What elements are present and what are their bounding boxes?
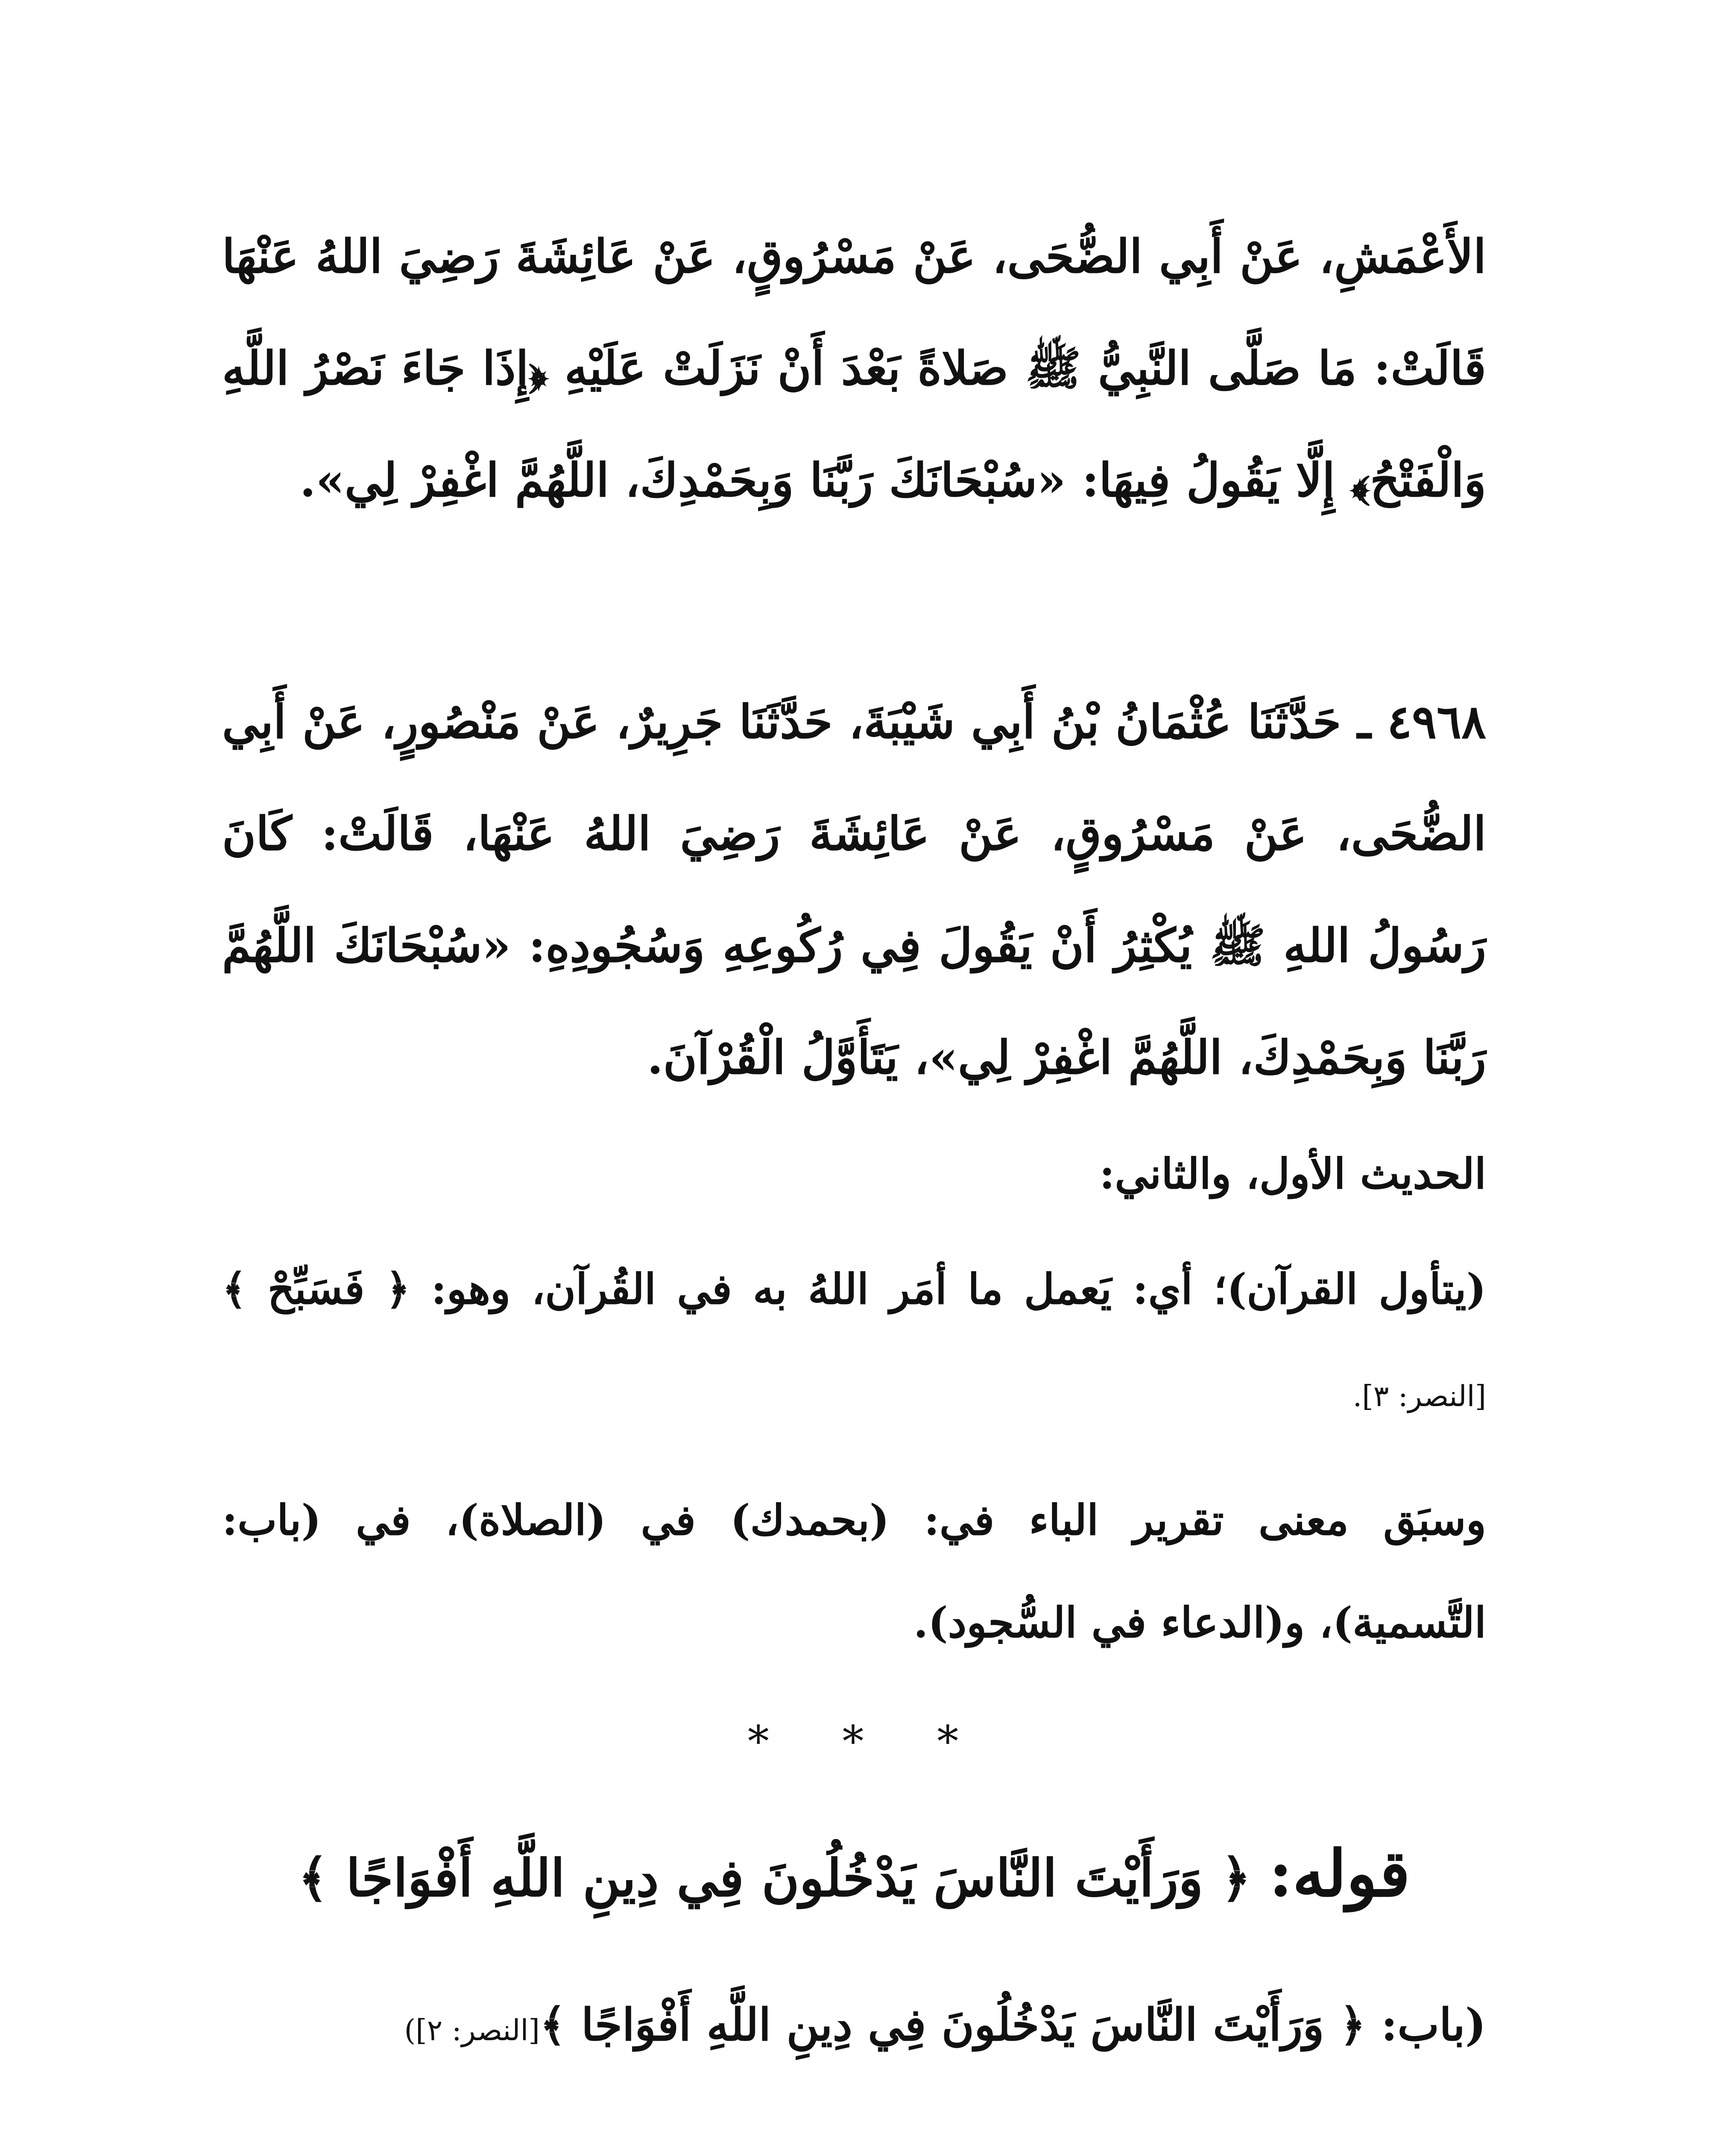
section-verse: ﴿ وَرَأَيْتَ النَّاسَ يَدْخُلُونَ فِي دِينِ اللَّهِ أَفْوَاجًا ﴾ [298,1848,1251,1908]
quran-reference: [النصر: ٢]) [404,2014,540,2047]
hadith-text: الأَعْمَشِ، عَنْ أَبِي الضُّحَى، عَنْ مَسْرُوقٍ، عَنْ عَائِشَةَ رَضِيَ اللهُ عَنْهَا قَالَتْ: مَا صَلَّى النَّبِيُّ ﷺ صَلاةً بَعْدَ أَنْ نَزَلَتْ عَلَيْهِ ﴿إِذَا جَاءَ نَصْرُ اللَّهِ وَالْفَتْحُ﴾ إِلَّا يَقُولُ فِيهَا: «سُبْحَانَكَ رَبَّنَا وَبِحَمْدِكَ، اللَّهُمَّ اغْفِرْ لِي». [222,230,1486,507]
section-keyword: قوله: [1269,1836,1410,1911]
commentary-paragraph-2: وسبَق معنى تقرير الباء في: (بحمدك) في (الصلاة)، في (باب: التَّسمية)، و(الدعاء في السُّجود). [222,1496,1486,1647]
section-title [222,1836,1486,1911]
hadith-text: ٤٩٦٨ ـ حَدَّثَنَا عُثْمَانُ بْنُ أَبِي شَيْبَةَ، حَدَّثَنَا جَرِيرٌ، عَنْ مَنْصُورٍ، عَنْ أَبِي الضُّحَى، عَنْ مَسْرُوقٍ، عَنْ عَائِشَةَ رَضِيَ اللهُ عَنْهَا، قَالَتْ: كَانَ رَسُولُ اللهِ ﷺ يُكْثِرُ أَنْ يَقُولَ فِي رُكُوعِهِ وَسُجُودِهِ: «سُبْحَانَكَ اللَّهُمَّ رَبَّنَا وَبِحَمْدِكَ، اللَّهُمَّ اغْفِرْ لِي»، يَتَأَوَّلُ الْقُرْآنَ. [222,695,1486,1085]
chapter-heading [222,1998,1486,2051]
commentary-block [222,1127,1486,1674]
quran-reference: [النصر: ٣]. [1352,1380,1486,1413]
commentary-heading: الحديث الأول، والثاني: [1099,1149,1486,1199]
section-separator: * * * [747,1717,989,1766]
commentary-paragraph-1 [222,1238,1486,1448]
commentary-text: (يتأول القرآن)؛ أي: يَعمل ما أمَر اللهُ به في القُرآن، وهو: ﴿ فَسَبِّحْ ﴾ [222,1265,1486,1314]
chapter-verse: ﴿ وَرَأَيْتَ النَّاسَ يَدْخُلُونَ فِي دِينِ اللَّهِ أَفْوَاجًا ﴾ [539,1998,1366,2051]
chapter-prefix: (باب: [1381,1998,1486,2051]
hadith-paragraph-1 [222,201,1486,536]
hadith-paragraph-4968 [222,666,1486,1114]
